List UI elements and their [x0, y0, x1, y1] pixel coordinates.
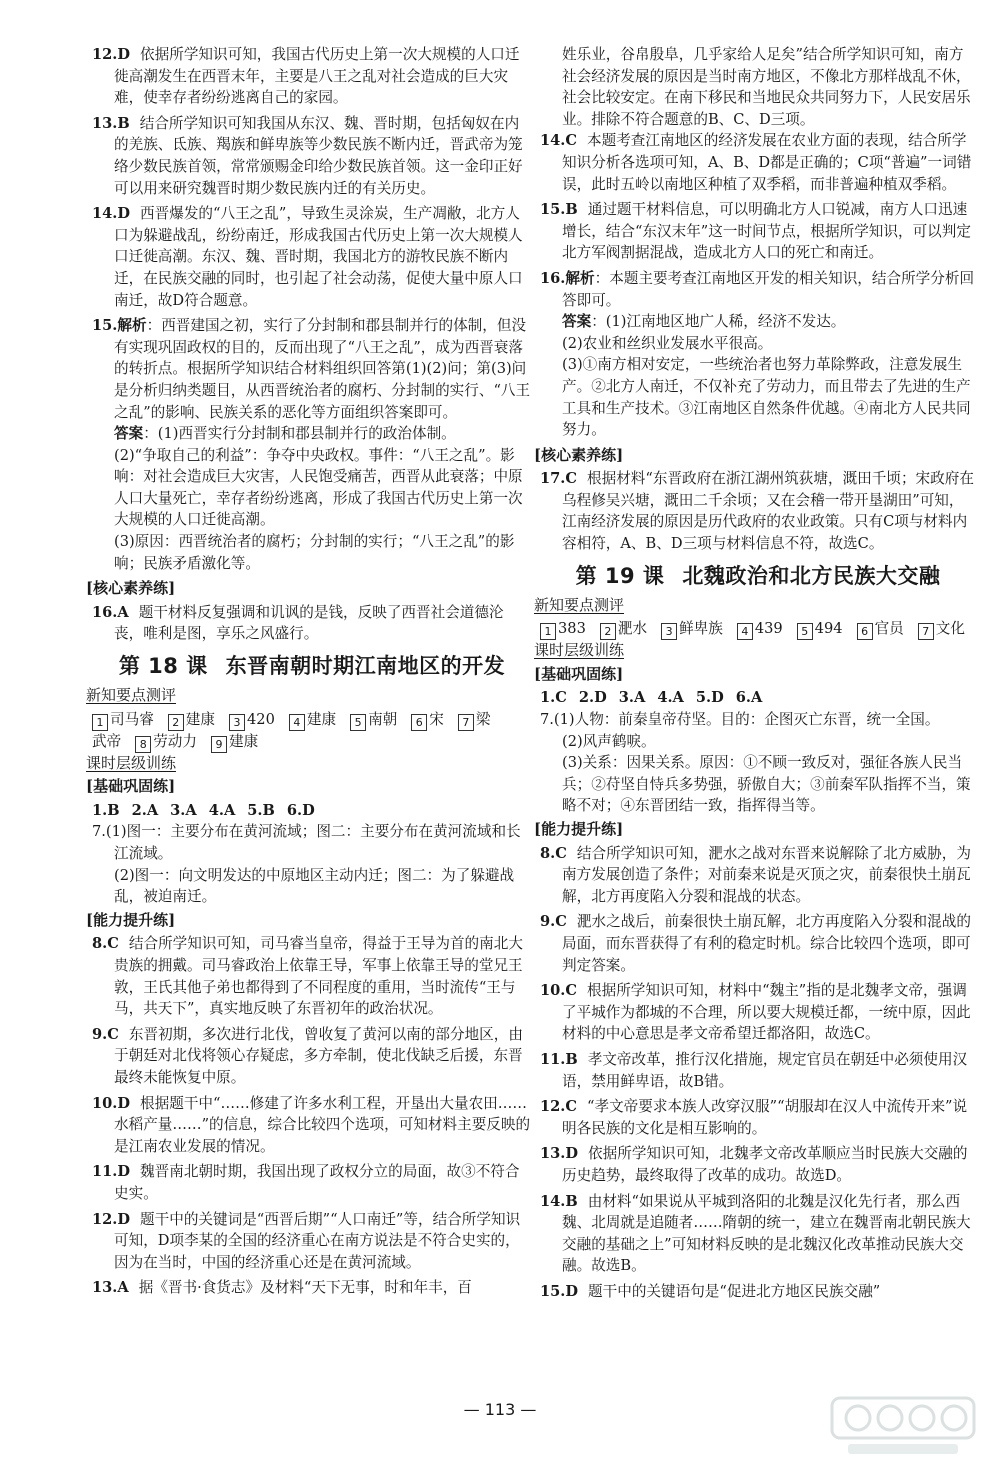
number-box: 9 — [211, 736, 227, 753]
left-entry-top-0: 12.D 依据所学知识可知，我国古代历史上第一次大规模的人口迁徙高潮发生在西晋末年，主要是八王之乱对社会造成的巨大灾难，使幸存者纷纷逃离自己的家园。 — [92, 46, 520, 107]
key-point-item: 7 文化 — [918, 618, 965, 640]
right-entry-bottom-7: 15.D 题干中的关键语句是“促进北方地区民族交融” — [540, 1282, 881, 1300]
key-points-19 — [540, 618, 976, 640]
left-top-entries — [92, 44, 532, 311]
mc-answer: 6.D — [286, 801, 315, 819]
number-box: 2 — [600, 623, 616, 640]
key-point-item: 武帝 — [92, 732, 122, 750]
number-box: 6 — [411, 714, 427, 731]
key-point-item: 3 420 — [229, 709, 275, 731]
question-15-left: 15.解析：西晋建国之初，实行了分封制和郡县制并行的体制，但没有实现巩固政权的目的，反而出现了“八王之乱”，成为西晋衰落的转折点。根据所学知识结合材料组织回答第(1)(2)问；第(3)问是分析归纳类题目，从西晋统治者的腐朽、分封制的实行、“八王之乱”的影响、民族关系的恶化等方面组织答案即可。 答案：(1)西晋实行分封制和郡县制并行的政治体制。 (2)“争取自己的利益”：争夺中央政权。事件：“八王之乱”。影响：对社会造成巨大灾害，人民饱受痛苦，西晋从此衰落；中原人口大量死亡，幸存者纷纷逃离，形成了我国古代历史上第一次大规模的人口迁徙高潮。 (3)原因：西晋统治者的腐朽；分封制的实行；“八王之乱”的影响；民族矛盾激化等。 — [92, 317, 531, 572]
number-box: 3 — [661, 623, 677, 640]
right-entry-bottom-5: 13.D 依据所学知识可知，北魏孝文帝改革顺应当时民族大交融的历史趋势，最终取得了改革的成功。故选D。 — [540, 1145, 968, 1184]
key-point-item: 1 383 — [540, 618, 586, 640]
key-point-item: 7 梁 — [458, 709, 491, 731]
left-entry-bottom-3: 11.D 魏晋南北朝时期，我国出现了政权分立的局面，故③不符合史实。 — [92, 1163, 520, 1202]
question-17-right: 17.C 根据材料“东晋政府在浙江湖州筑荻塘，溉田千顷；宋政府在乌程修吴兴塘，溉田二千余顷；又在会稽一带开垦湖田”可知，江南经济发展的原因是历代政府的农业政策。只有C项与材料内容相符，A、B、D三项与材料信息不符，故选C。 — [540, 470, 974, 553]
q7-right-a3: (3)关系：因果关系。原因：①不顾一致反对，强征各族人民当兵；②苻坚自恃兵多势强，骄傲自大；③前秦军队指挥不当，策略不对；④东晋团结一致，指挥得当等。 — [562, 754, 971, 815]
key-point-item: 9 建康 — [211, 731, 258, 753]
mc-answer: 5.B — [247, 801, 275, 819]
key-point-item: 1 司马睿 — [92, 709, 154, 731]
mc-answer: 3.A — [618, 689, 646, 707]
number-box: 4 — [737, 623, 753, 640]
key-point-item: 2 建康 — [168, 709, 215, 731]
left-column — [86, 44, 532, 1303]
left-entry-bottom-5: 13.A 据《晋书·食货志》及材料“天下无事，时和年丰，百 — [92, 1279, 472, 1297]
q13-continued: 姓乐业，谷帛殷阜，几乎家给人足矣”结合所学知识可知，南方社会经济发展的原因是当时南方地区，不像北方那样战乱不休，社会比较安定。在南下移民和当地民众共同努力下，人民安居乐业。排除不符合题意的B、C、D三项。 — [562, 46, 971, 128]
key-point-item: 4 439 — [737, 618, 783, 640]
number-box: 1 — [540, 623, 556, 640]
question-16-left: 16.A 题干材料反复强调和讥讽的是钱，反映了西晋社会道德沦丧，唯利是图，享乐之风盛行。 — [92, 603, 504, 643]
page-number: — 113 — — [463, 1400, 537, 1419]
right-entry-bottom-4: 12.C “孝文帝要求本族人改穿汉服”“胡服却在汉人中流传开来”说明各民族的文化是相互影响的。 — [540, 1098, 968, 1137]
lesson-18-title: 第 18 课 东晋南朝时期江南地区的开发 — [118, 654, 506, 679]
number-box: 4 — [289, 714, 305, 731]
mc-answers-18 — [92, 800, 532, 822]
number-box: 7 — [918, 623, 934, 640]
right-entry-bottom-6: 14.B 由材料“如果说从平城到洛阳的北魏是汉化先行者，那么西魏、北周就是追随者……隋朝的统一，建立在魏晋南北朝民族大交融的基础之上”可知材料反映的是北魏汉化改革推动民族大交融。故选B。 — [540, 1192, 971, 1275]
number-box: 3 — [229, 714, 245, 731]
section-basic-right: [基础巩固练] — [534, 664, 624, 683]
key-point-item: 6 宋 — [411, 709, 444, 731]
section-core-literacy: [核心素养练] — [86, 579, 176, 598]
mc-answer: 1.C — [540, 689, 567, 707]
section-core-literacy-right: [核心素养练] — [534, 445, 624, 464]
right-top-entries — [540, 130, 976, 264]
section-ability-right: [能力提升练] — [534, 820, 624, 838]
tier-training-label-right: 课时层级训练 — [534, 641, 625, 660]
mc-answer: 3.A — [170, 801, 197, 819]
q7-left-a2: (2)图一：向文明发达的中原地区主动内迁；图二：为了躲避战乱，被迫南迁。 — [114, 866, 515, 906]
right-entry-top-1: 15.B 通过题干材料信息，可以明确北方人口锐减，南方人口迅速增长，结合“东汉末年”这一时间节点，根据所学知识，可以判定北方军阀割据混战，造成北方人口的死亡和南迁。 — [540, 201, 971, 262]
mc-answer: 1.B — [92, 801, 120, 819]
q7-right-a1: 7.(1)人物：前秦皇帝苻坚。目的：企图灭亡东晋，统一全国。 — [540, 711, 940, 729]
key-point-item: 6 官员 — [857, 618, 904, 640]
left-entry-bottom-1: 9.C 东晋初期，多次进行北伐，曾收复了黄河以南的部分地区，由于朝廷对北伐将领心存疑虑，多方牵制，使北伐缺乏后援，东晋最终未能恢复中原。 — [92, 1025, 523, 1086]
q7-left-a1: 7.(1)图一：主要分布在黄河流域；图二：主要分布在黄河流域和长江流域。 — [92, 823, 521, 862]
right-entry-bottom-2: 10.C 根据所学知识可知，材料中“魏主”指的是北魏孝文帝，强调了平城作为都城的不合理，所以要大规模迁都，一统中原，因此材料的中心意思是孝文帝希望迁都洛阳，故选C。 — [540, 982, 971, 1043]
new-knowledge-label: 新知要点测评 — [86, 686, 177, 705]
left-entry-bottom-0: 8.C 结合所学知识可知，司马睿当皇帝，得益于王导为首的南北大贵族的拥戴。司马睿政治上依靠王导，军事上依靠王导的堂兄王敦，王氏其他子弟也都得到了不同程度的重用，当时流传“王与马，共天下”，真实地反映了东晋初年的政治状况。 — [92, 935, 523, 1018]
mc-answer: 4.A — [208, 801, 236, 819]
key-point-item: 8 劳动力 — [135, 731, 197, 753]
number-box: 5 — [797, 623, 813, 640]
tier-training-label: 课时层级训练 — [86, 753, 177, 772]
number-box: 6 — [857, 623, 873, 640]
number-box: 8 — [135, 736, 151, 753]
key-point-item: 3 鲜卑族 — [661, 618, 723, 640]
watermark-logo-icon — [828, 1392, 978, 1458]
key-point-item: 2 淝水 — [600, 618, 647, 640]
left-bottom-entries — [92, 933, 532, 1299]
question-16-right: 16.解析：本题主要考查江南地区开发的相关知识，结合所学分析回答即可。 答案：(1)江南地区地广人稀，经济不发达。 (2)农业和丝织业发展水平很高。 (3)①南方相对安定，一些统治者也努力革除弊政，注意发展生产。②北方人南迁，不仅补充了劳动力，而且带去了先进的生产工具和生产技术。③江南地区自然条件优越。④南北方人民共同努力。 — [540, 269, 975, 439]
mc-answers-19 — [540, 687, 976, 709]
section-ability: [能力提升练] — [86, 910, 176, 929]
number-box: 5 — [350, 714, 366, 731]
key-points-18 — [92, 709, 532, 753]
right-column — [534, 44, 976, 1306]
left-entry-bottom-2: 10.D 根据题干中“……修建了许多水利工程，开垦出大量农田……水稻产量……”的信息，综合比较四个选项，可知材料主要反映的是江南农业发展的情况。 — [92, 1094, 531, 1155]
number-box: 2 — [168, 714, 184, 731]
mc-answer: 4.A — [657, 689, 684, 707]
number-box: 7 — [458, 714, 474, 731]
left-entry-top-1: 13.B 结合所学知识可知我国从东汉、魏、晋时期，包括匈奴在内的羌族、氐族、羯族和鲜卑族等少数民族不断内迁，晋武帝为笼络少数民族首领，常常颁赐金印给少数民族首领。这一金印正好可以用来研究魏晋时期少数民族内迁的有关历史。 — [92, 114, 523, 197]
lesson-19-title: 第 19 课 北魏政治和北方民族大交融 — [575, 563, 941, 588]
key-point-item: 5 494 — [797, 618, 843, 640]
mc-answer: 2.A — [131, 801, 159, 819]
q7-right-a2: (2)风声鹤唳。 — [562, 732, 656, 750]
key-point-item: 5 南朝 — [350, 709, 397, 731]
mc-answer: 5.D — [695, 689, 724, 707]
left-entry-bottom-4: 12.D 题干中的关键词是“西晋后期”“人口南迁”等，结合所学知识可知，D项李某的全国的经济重心在南方说法是不符合史实的，因为在当时，中国的经济重心还是在黄河流域。 — [92, 1210, 521, 1271]
key-point-item: 4 建康 — [289, 709, 336, 731]
right-entry-bottom-3: 11.B 孝文帝改革，推行汉化措施，规定官员在朝廷中必须使用汉语，禁用鲜卑语，故B错。 — [540, 1050, 968, 1090]
right-entry-bottom-0: 8.C 结合所学知识可知，淝水之战对东晋来说解除了北方威胁，为南方发展创造了条件；对前秦来说是灭顶之灾，前秦很快土崩瓦解，北方再度陷入分裂和混战的状态。 — [540, 844, 971, 905]
right-bottom-entries — [540, 843, 976, 1303]
right-entry-bottom-1: 9.C 淝水之战后，前秦很快土崩瓦解，北方再度陷入分裂和混战的局面，而东晋获得了有利的稳定时机。综合比较四个选项，即可判定答案。 — [540, 913, 971, 974]
new-knowledge-label-right: 新知要点测评 — [534, 595, 625, 614]
number-box: 1 — [92, 714, 108, 731]
mc-answer: 6.A — [735, 689, 763, 707]
mc-answer: 2.D — [578, 689, 607, 707]
section-basic: [基础巩固练] — [86, 777, 176, 796]
right-entry-top-0: 14.C 本题考查江南地区的经济发展在农业方面的表现，结合所学知识分析各选项可知，A、B、D都是正确的；C项“普遍”一词错误，此时五岭以南地区种植了双季稻，而非普遍种植双季稻。 — [540, 132, 972, 193]
left-entry-top-2: 14.D 西晋爆发的“八王之乱”，导致生灵涂炭，生产凋敝，北方人口为躲避战乱，纷纷南迁，形成我国古代历史上第一次大规模人口迁徙高潮。东汉、魏、晋时期，我国北方的游牧民族不断内迁，在民族交融的同时，也引起了社会动荡，促使大量中原人口南迁，故D符合题意。 — [92, 205, 523, 309]
